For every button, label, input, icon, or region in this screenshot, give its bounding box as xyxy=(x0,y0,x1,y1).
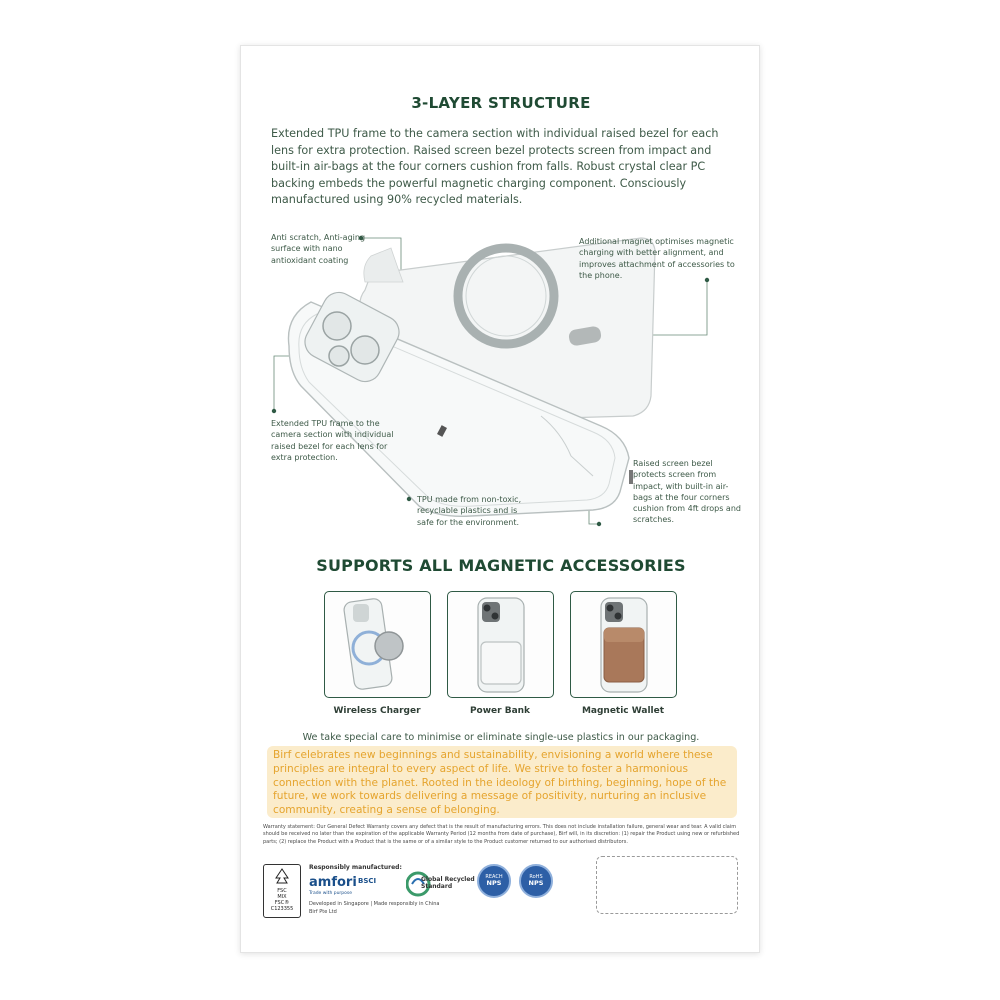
reach-bottom: NPS xyxy=(486,879,502,888)
amfori-logo: amfori xyxy=(309,875,357,890)
developed-text: Developed in Singapore | Made responsibly in China xyxy=(309,901,440,907)
magnetic-wallet-label: Magnetic Wallet xyxy=(581,706,665,716)
magnetic-wallet-icon xyxy=(571,592,675,696)
warranty-statement: Warranty statement: Our General Defect Warranty covers any defect that is the result of manufacturing errors. This does not include installation failure, general wear and tear. A valid claim should be received no later than the expiration of the applicable Warranty Period (12 months from date of purchase), Birf will, in its discretion: (1) repair the Product using new or refurbished parts; (2) replace the Product with a Product that is the same or of a similar style to the Product customer returned to our authorised distributors. xyxy=(263,824,740,845)
grs-line-1: Global Recycled xyxy=(421,876,475,883)
fsc-code: FSC® C123355 xyxy=(270,900,294,912)
callout-magnet: Additional magnet optimises magnetic charging with better alignment, and improves attachment of accessories to the phone. xyxy=(579,237,735,280)
rohs-bottom: NPS xyxy=(528,879,544,888)
fsc-sub: MIX xyxy=(277,894,287,900)
reach-badge xyxy=(477,864,511,898)
callout-tpu-material: TPU made from non-toxic, recyclable plastics and is safe for the environment. xyxy=(417,495,522,527)
structure-title: 3-LAYER STRUCTURE xyxy=(411,94,591,112)
callout-line-tpu-frame xyxy=(274,356,289,411)
callout-screen-bezel: Raised screen bezel protects screen from impact, with built-in air-bags at the four corners cushion from 4ft drops and scratches. xyxy=(633,459,741,525)
callout-tpu-frame: Extended TPU frame to the camera section with individual raised bezel for each lens for extra protection. xyxy=(271,419,394,462)
fsc-tree-icon xyxy=(274,868,290,886)
bsci-logo: BSCI xyxy=(358,877,377,885)
structure-intro: Extended TPU frame to the camera section with individual raised bezel for each lens for extra protection. Raised screen bezel protects screen from impact and built-in air-bags at the four corners cushion from falls. Robust crystal clear PC backing embeds the powerful magnetic charging component. Consciously manufactured using 90% recycled materials. xyxy=(271,127,719,207)
power-bank-label: Power Bank xyxy=(469,706,531,716)
brand-vision: Birf celebrates new beginnings and sustainability, envisioning a world where these principles are integral to every aspect of life. We strive to foster a harmonious connection with the planet. Rooted in the ideology of birthing, beginning, hope of the future, we work towards delivering a message of positivity, nurturing an inclusive community, creating a sense of belonging. xyxy=(267,746,737,818)
responsibly-label: Responsibly manufactured: xyxy=(309,864,402,871)
power-bank-icon xyxy=(448,592,552,696)
company-name: Birf Pte Ltd xyxy=(309,908,337,915)
amfori-tagline: Trade with purpose xyxy=(309,891,353,896)
fsc-logo xyxy=(263,864,301,918)
rohs-badge xyxy=(519,864,553,898)
packaging-note: We take special care to minimise or eliminate single-use plastics in our packaging. xyxy=(302,732,700,743)
wireless-charger-icon xyxy=(325,592,429,696)
rohs-top: RoHS xyxy=(529,873,543,880)
reach-top: REACH xyxy=(485,873,503,880)
fsc-label: FSC xyxy=(277,888,287,894)
accessories-title: SUPPORTS ALL MAGNETIC ACCESSORIES xyxy=(316,556,686,575)
packaging-panel xyxy=(240,45,760,953)
origin-info xyxy=(309,901,439,916)
magnetic-wallet-card xyxy=(570,591,677,698)
power-bank-card xyxy=(447,591,554,698)
wireless-charger-label: Wireless Charger xyxy=(333,706,421,716)
wireless-charger-card xyxy=(324,591,431,698)
grs-line-2: Standard xyxy=(421,883,453,890)
grs-label xyxy=(421,876,475,890)
callout-anti-scratch: Anti scratch, Anti-aging surface with nano antioxidant coating xyxy=(271,233,366,265)
barcode-sticker-area xyxy=(596,856,738,914)
